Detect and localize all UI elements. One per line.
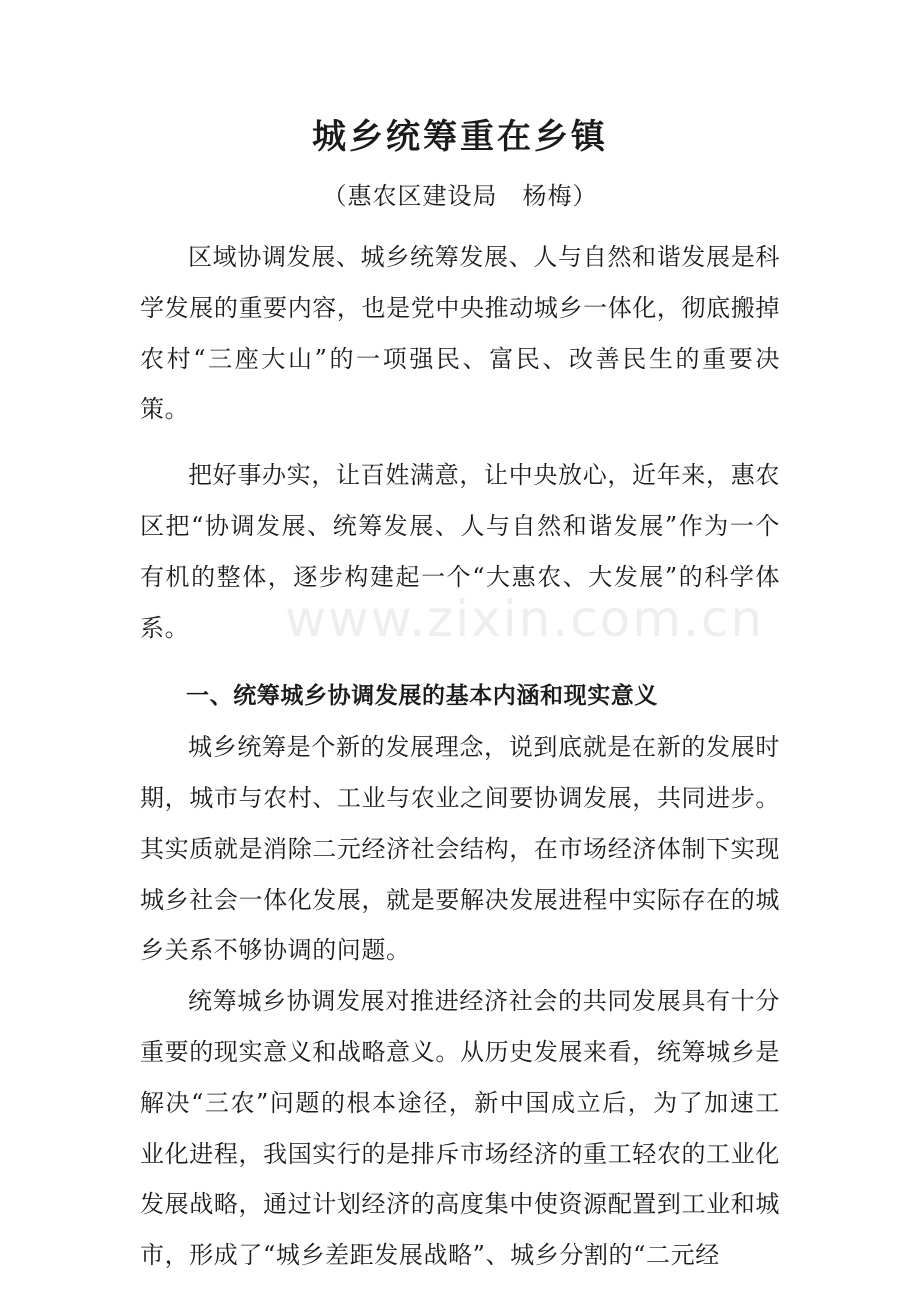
paragraph-intro-1: 区域协调发展、城乡统筹发展、人与自然和谐发展是科学发展的重要内容，也是党中央推动城乡一体化，彻底搬掉农村“三座大山”的一项强民、富民、改善民生的重要决策。	[140, 243, 780, 424]
paragraph-section1-1: 城乡统筹是个新的发展理念，说到底就是在新的发展时期，城市与农村、工业与农业之间要协调发展，共同进步。其实质就是消除二元经济社会结构，在市场经济体制下实现城乡社会一体化发展，就是要解决发展进程中实际存在的城乡关系不够协调的问题。	[140, 733, 780, 965]
watermark: www.zixin.com.cn	[285, 590, 765, 648]
paragraph-section1-2: 统筹城乡协调发展对推进经济社会的共同发展具有十分重要的现实意义和战略意义。从历史发展来看，统筹城乡是解决“三农”问题的根本途径，新中国成立后，为了加速工业化进程，我国实行的是排斥市场经济的重工轻农的工业化发展战略，通过计划经济的高度集中使资源配置到工业和城市，形成了“城乡差距发展战略”、城乡分割的“二元经	[140, 987, 780, 1270]
document-body	[140, 232, 780, 1281]
paragraph-intro-2: 把好事办实，让百姓满意，让中央放心，近年来，惠农区把“协调发展、统筹发展、人与自然和谐发展”作为一个有机的整体，逐步构建起一个“大惠农、大发展”的科学体系。	[140, 461, 780, 642]
section-heading-1: 一、统筹城乡协调发展的基本内涵和现实意义	[186, 683, 658, 710]
document-title: 城乡统筹重在乡镇	[312, 117, 608, 157]
author-line: （惠农区建设局 杨梅）	[322, 182, 598, 210]
